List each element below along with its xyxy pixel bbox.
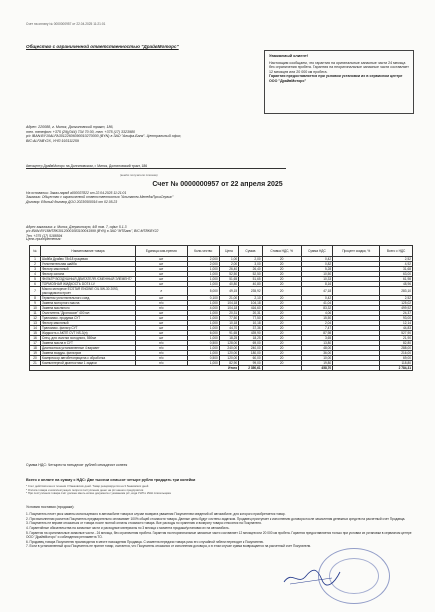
table-cell: н/ч: [136, 346, 188, 351]
terms-list: [26, 512, 414, 549]
term-item: 5. Гарантия на оригинальные запасные части - 24 месяца, без ограничения пробега. Гарантия на неоригинальные запасные части составляет 12 месяцев или 20 000 км пробега. Гарантия предоставляется только при условии их установки в сервисном центре ООО "ДрайвМоторс" и соблюдения регламента ТО.: [26, 530, 412, 539]
table-cell: 47,18: [301, 287, 332, 296]
table-cell: 37,36: [239, 326, 262, 331]
table-cell: 52,50: [239, 272, 262, 277]
table-cell: Замена воздуш. фильтров: [41, 351, 136, 356]
table-cell: 499,92: [380, 306, 413, 311]
table-cell: 20: [262, 336, 301, 341]
col-header: №: [30, 246, 41, 257]
table-cell: 61,98: [380, 277, 413, 282]
client-addr-line: р/с IBAN:BY18MTBK30120001083100041999 (BYN) в ЗАО "МТБанк", BIC:MTBKBY22: [26, 229, 159, 234]
table-cell: н/ч: [136, 351, 188, 356]
table-cell: 1,00: [219, 257, 238, 262]
table-cell: Масло моторное ECSTAR ENGINE OIL 5W-30 2093, расходомотостроет: [41, 287, 136, 296]
notice-title: Уважаемый клиент!: [269, 53, 309, 58]
table-cell: 10,18: [239, 321, 262, 326]
table-cell: 13,80: [301, 341, 332, 346]
table-cell: 40,80: [239, 282, 262, 287]
recipient-caption: (кем/из получатели платежа): [120, 173, 158, 177]
seller-company-name: Общество с ограниченной ответственностью "ДрайвМоторс": [26, 44, 179, 49]
table-cell: 51,65: [239, 277, 262, 282]
header-meta: Счет на оплату № 0000000957 от 22.04.2025 11:21:01: [26, 22, 106, 26]
invoice-title: Счет № 0000000957 от 22 апреля 2025: [152, 181, 283, 188]
table-cell: 4,000: [187, 306, 219, 311]
table-body: [30, 257, 413, 366]
table-cell: 8: [30, 296, 41, 301]
table-cell: 180,00: [239, 351, 262, 356]
table-cell: 118,80: [380, 361, 413, 366]
table-cell: 15: [30, 331, 41, 336]
table-cell: 1,000: [187, 336, 219, 341]
table-cell: 3,00: [239, 262, 262, 267]
table-cell: 91,65: [219, 331, 238, 336]
table-cell: н/ч: [136, 361, 188, 366]
table-cell: 19,80: [301, 361, 332, 366]
table-cell: 10: [30, 306, 41, 311]
table-cell: шт: [136, 316, 188, 321]
totals-row: [30, 366, 413, 371]
table-cell: 20: [262, 316, 301, 321]
table-cell: 2,00: [219, 262, 238, 267]
table-cell: 21,00: [219, 296, 238, 301]
table-cell: шт: [136, 336, 188, 341]
basis-line: На основании: Заказ-наряд а000037822 от 22.04.2025 11:21:01: [26, 191, 127, 195]
table-cell: 40,80: [219, 282, 238, 287]
table-cell: 20: [262, 296, 301, 301]
table-cell: 10,00: [301, 356, 332, 361]
table-cell: 48,96: [380, 282, 413, 287]
table-cell: 125,02: [380, 301, 413, 306]
table-cell: 6,000: [187, 331, 219, 336]
purpose-label: Цель приобретения:: [26, 237, 62, 241]
table-cell: 6: [30, 282, 41, 287]
table-cell: 18,25: [219, 336, 238, 341]
table-cell: 19: [30, 351, 41, 356]
table-cell: Жидкость к АКПП CVT NS-3(л): [41, 331, 136, 336]
seller-address: [26, 125, 256, 143]
table-cell: 15,50: [301, 316, 332, 321]
table-cell: 17: [30, 341, 41, 346]
table-cell: 1,000: [187, 346, 219, 351]
table-cell: Диагностика установленные 4 вариант: [41, 346, 136, 351]
table-cell: 439,90: [239, 331, 262, 336]
table-cell: 20: [262, 287, 301, 296]
table-cell: 41,04: [301, 301, 332, 306]
notice-bold-text: Гарантия предоставляется при условии установки их в сервисном центре ООО "ДрайвМоторс": [269, 74, 403, 83]
table-cell: 20: [262, 361, 301, 366]
table-cell: шт: [136, 321, 188, 326]
table-cell: 18,25: [239, 336, 262, 341]
col-header: Процент скидки, %: [333, 246, 380, 257]
table-cell: 2,04: [301, 321, 332, 326]
table-cell: 2,000: [187, 257, 219, 262]
table-cell: 1,000: [187, 272, 219, 277]
table-cell: 10,18: [219, 321, 238, 326]
table-cell: 5,28: [301, 267, 332, 272]
table-cell: 83,32: [301, 306, 332, 311]
table-cell: 20,31: [239, 311, 262, 316]
table-cell: 63,00: [380, 272, 413, 277]
table-cell: 82,90: [219, 361, 238, 366]
table-cell: 20: [262, 306, 301, 311]
col-header: Единица изм-ерения: [136, 246, 188, 257]
table-cell: ФИЛЬТР ВОЗДУШНЫЙ ДВИГАТЕЛЯ /СМЕННЫЙ ЭЛЕМЕНТ/: [41, 277, 136, 282]
table-cell: н/ч: [136, 356, 188, 361]
table-cell: 1,000: [187, 321, 219, 326]
table-cell: 20: [30, 356, 41, 361]
table-cell: 104,18: [239, 301, 262, 306]
table-cell: 44,70: [219, 326, 238, 331]
table-cell: 26,40: [219, 267, 238, 272]
table-cell: 21: [30, 361, 41, 366]
total-label: Итого: [30, 366, 239, 371]
table-cell: 128,00: [219, 341, 238, 346]
table-cell: 4: [30, 272, 41, 277]
table-cell: Замена масла в СУТ: [41, 341, 136, 346]
table-cell: Уплотнительная шайба: [41, 262, 136, 267]
basis-line: Заказчик: Общество с ограниченной ответственностью "Альтатек-МенеджПроиСервис": [26, 195, 174, 200]
total-sum: 2 350,61: [239, 366, 262, 371]
table-cell: шт: [136, 331, 188, 336]
table-cell: 9: [30, 301, 41, 306]
table-cell: 87,98: [301, 331, 332, 336]
table-cell: 93,00: [380, 316, 413, 321]
table-cell: 52,50: [219, 272, 238, 277]
table-cell: Герметик уплотнительного соед.: [41, 296, 136, 301]
table-cell: 20: [262, 351, 301, 356]
table-cell: 20: [262, 277, 301, 282]
table-cell: ТОРМОЗНАЯ ЖИДКОСТЬ DOT4 LV: [41, 282, 136, 287]
table-cell: шт: [136, 267, 188, 272]
stamp-inner-ring: [329, 558, 379, 594]
table-cell: 99,00: [239, 361, 262, 366]
table-cell: 69,00: [239, 341, 262, 346]
table-cell: 48,00: [301, 346, 332, 351]
table-cell: 0,82: [301, 262, 332, 267]
footnote: * Счет действителен в течении 3 банковских дней. Товар резервируется на 3 банковских дней: [26, 484, 149, 488]
table-cell: 527,90: [380, 331, 413, 336]
table-cell: 1,000: [187, 267, 219, 272]
notice-text: Настоящим сообщаем, что гарантия на оригинальные запасные части 24 месяца без ограничения пробега. Гарантия на неоригинальные запасные части составляет 12 месяцев или 20 000 км пробега.: [269, 60, 409, 74]
table-cell: 24,37: [380, 311, 413, 316]
table-cell: 216,00: [380, 351, 413, 356]
table-cell: 14: [30, 326, 41, 331]
table-cell: 0,500: [187, 356, 219, 361]
table-cell: 2: [30, 262, 41, 267]
table-cell: 240,00: [239, 346, 262, 351]
table-cell: 7: [30, 287, 41, 296]
total-vat: 458,70: [301, 366, 332, 371]
table-cell: 0,42: [301, 296, 332, 301]
table-cell: Трансмисс. продувка СУТ: [41, 316, 136, 321]
total-sum-words: Всего к оплате на сумму с НДС: Две тысячи семьсот четыре рубля тридцать три копейки: [26, 478, 196, 482]
col-header: Сумма: [239, 246, 262, 257]
table-cell: 4,92: [380, 262, 413, 267]
table-cell: 69,00: [380, 356, 413, 361]
table-cell: 20: [262, 341, 301, 346]
client-addr-line: Тел. +375 (17) 5188594: [26, 233, 63, 238]
table-cell: 10,50: [301, 272, 332, 277]
table-cell: н/ч: [136, 301, 188, 306]
col-header: Всего с НДС: [380, 246, 413, 257]
table-cell: Замена моторного масла: [41, 301, 136, 306]
table-cell: 20: [262, 272, 301, 277]
table-cell: шт: [136, 326, 188, 331]
table-cell: 1: [30, 257, 41, 262]
table-cell: 5: [30, 277, 41, 282]
table-cell: 240,00: [219, 346, 238, 351]
table-cell: Фильтр масляный: [41, 321, 136, 326]
table-cell: 20,31: [219, 311, 238, 316]
table-cell: 3,65: [301, 336, 332, 341]
basis-line: Договор: Единый договор ДОО 20230500016 от 02.05.23: [26, 199, 118, 204]
empty-cell: [333, 366, 380, 371]
term-item: 7. Если в установленный срок Покупатель не принят товар, считается, что Покупатель отказался от исполнения договора, и в этом случае сумма возвращается на расчетный счет Покупателя.: [26, 544, 312, 549]
table-cell: шт: [136, 296, 188, 301]
table-cell: 10,33: [301, 277, 332, 282]
table-cell: 1,000: [187, 351, 219, 356]
table-cell: Замена масляного: [41, 306, 136, 311]
table-cell: шт: [136, 277, 188, 282]
table-cell: 51,65: [219, 277, 238, 282]
table-cell: 82,80: [380, 341, 413, 346]
table-cell: 288,00: [380, 346, 413, 351]
table-cell: 31,68: [380, 267, 413, 272]
table-cell: 12: [30, 316, 41, 321]
table-cell: 1,000: [187, 361, 219, 366]
table-cell: 120,00: [219, 356, 238, 361]
company-stamp: [318, 548, 390, 604]
term-item: 4. Гарантийные обязательства на запасные части и расходные материалы по 3 месяца с момента продажи/установки их на автомобиль.: [26, 526, 230, 531]
term-item: 6. Продавец товара Покупателю производится в месте нахождения Продавца. С момента передачи товара риск его случайной гибели переходит к Покупателю.: [26, 539, 264, 544]
table-cell: Трансмисс. фильтр СУТ: [41, 326, 136, 331]
table-cell: Фильтр масляный: [41, 267, 136, 272]
table-cell: 120,00: [219, 351, 238, 356]
table-cell: н/ч: [136, 306, 188, 311]
table-cell: 20: [262, 282, 301, 287]
table-cell: 1,000: [187, 277, 219, 282]
total-with-vat: 2 784,31: [380, 366, 413, 371]
table-cell: 20: [262, 326, 301, 331]
invoice-basis: [26, 191, 406, 204]
address-line: тел. телефон: +375 (29)(044) 734 70 00, тел. +375 (17) 3323980: [26, 129, 135, 134]
table-cell: 2,52: [380, 296, 413, 301]
col-header: Сумма НДС: [301, 246, 332, 257]
address-line: BIC:ALFABY2X, УНП:193111259: [26, 138, 79, 143]
table-cell: 416,60: [239, 306, 262, 311]
table-cell: 12,14: [380, 321, 413, 326]
term-item: 2. При выполнении расчетов Покупатель предварительно оплачивает 100% общей стоимости товара. Данные цены будут сочтены задатком. Продавец приступает к исполнению договора после зачисления денежных средств на расчетный счет Продавца.: [26, 516, 406, 521]
table-cell: 1,000: [187, 301, 219, 306]
terms-title: Условия поставки (продажи):: [26, 505, 75, 509]
table-cell: н/ч: [136, 341, 188, 346]
table-cell: шт: [136, 272, 188, 277]
table-cell: 3: [30, 267, 41, 272]
col-header: Наименование товара: [41, 246, 136, 257]
vat-sum-words: Сумма НДС: Четыреста пятьдесят рублей семьдесят копеек: [26, 463, 128, 467]
term-item: 3. Покупатель не вправе отказаться от товара после полной оплаты стоимости товара. Все расходы по хранению и возврату товара относятся на Покупателя.: [26, 521, 262, 526]
footnote: * При поступлении товара счёт должен иметь копию документа с указанием р/с, кода УНП и ИНН плательщика: [26, 491, 171, 496]
table-cell: 20: [262, 311, 301, 316]
table-cell: 11: [30, 311, 41, 316]
table-cell: 5,000: [187, 287, 219, 296]
table-cell: 77,50: [219, 316, 238, 321]
col-header: Коли-чество: [187, 246, 219, 257]
table-cell: 7,47: [301, 326, 332, 331]
client-address: [26, 225, 406, 238]
footnote: * Оплата товара и комплектующих пепри в поступлении денег на р/с нашего предприятия: [26, 487, 144, 492]
table-cell: Фильтр салона: [41, 272, 136, 277]
table-cell: 0,500: [187, 341, 219, 346]
table-cell: 36,00: [301, 351, 332, 356]
table-cell: 2,000: [187, 262, 219, 267]
warranty-notice-box: [264, 50, 414, 114]
table-cell: 44,83: [380, 326, 413, 331]
table-cell: 8,16: [301, 282, 332, 287]
col-header: Ставка НДС, %: [262, 246, 301, 257]
table-cell: 13: [30, 321, 41, 326]
table-cell: Компьютерной диагностики 1 задачи: [41, 361, 136, 366]
payment-recipient: Автоцентр ДрайвМоторс на Долгиновском, г. Минск, Долгиновский тракт, 186: [26, 164, 286, 169]
table-cell: шт: [136, 282, 188, 287]
table-cell: 20: [262, 301, 301, 306]
table-cell: шт: [136, 257, 188, 262]
address-line: Адрес: 220088, г. Минск, Долгиновский тракт, 186,: [26, 125, 114, 129]
table-cell: [333, 287, 380, 296]
term-item: 1. Покупатель несет риск замены используемого в автомобиле товара в случае возврата уважения Покупателем сведений об автомобиле, для которого приобретается товар.: [26, 512, 286, 516]
table-cell: 2,00: [239, 257, 262, 262]
table-cell: 104,18: [219, 306, 238, 311]
table-cell: 235,92: [239, 287, 262, 296]
table-cell: 1,000: [187, 282, 219, 287]
table-cell: 60,00: [239, 356, 262, 361]
col-header: Цена: [219, 246, 238, 257]
table-cell: 0,42: [301, 257, 332, 262]
table-cell: 104,18: [219, 301, 238, 306]
table-cell: 20: [262, 262, 301, 267]
table-cell: Спец. для очистки холодного, 550мл: [41, 336, 136, 341]
table-cell: 1,000: [187, 326, 219, 331]
table-cell: 26,40: [239, 267, 262, 272]
address-line: р/с IBAN:BY10ALFA30122606090010270000 (BYN) в ЗАО "Альфа-Банк". Центральный офис,: [26, 134, 182, 139]
table-cell: 21,90: [380, 336, 413, 341]
table-cell: шт: [136, 311, 188, 316]
table-cell: 20: [262, 356, 301, 361]
empty-cell: [262, 366, 301, 371]
table-cell: 18: [30, 346, 41, 351]
table-header-row: [30, 246, 413, 257]
client-addr-line: Адрес заказчика: г. Минск, Дзержинскую, 4/8 пом. 7, офис 5.1.3: [26, 225, 127, 229]
table-cell: 16: [30, 336, 41, 341]
table-cell: 1,000: [187, 311, 219, 316]
table-cell: Очиститель "Дроноскоп" 400 мл: [41, 311, 136, 316]
table-cell: Шайба Драйво 78х18 грацевая: [41, 257, 136, 262]
footnotes: [26, 485, 406, 496]
table-cell: 20: [262, 331, 301, 336]
table-cell: шт: [136, 262, 188, 267]
table-cell: 20: [262, 267, 301, 272]
invoice-items-table: [29, 245, 413, 371]
table-cell: 20: [262, 257, 301, 262]
table-cell: 49,15: [219, 287, 238, 296]
table-cell: 77,50: [239, 316, 262, 321]
table-cell: 283,10: [380, 287, 413, 296]
table-cell: 2,52: [380, 257, 413, 262]
table-cell: 2,10: [239, 296, 262, 301]
table-cell: 20: [262, 321, 301, 326]
table-cell: 1,000: [187, 316, 219, 321]
table-cell: л: [136, 287, 188, 296]
table-row: [30, 287, 413, 296]
table-cell: 0,100: [187, 296, 219, 301]
table-cell: 20: [262, 346, 301, 351]
table-cell: Компрессор автобетоприцела с обработка: [41, 356, 136, 361]
table-cell: 4,06: [301, 311, 332, 316]
